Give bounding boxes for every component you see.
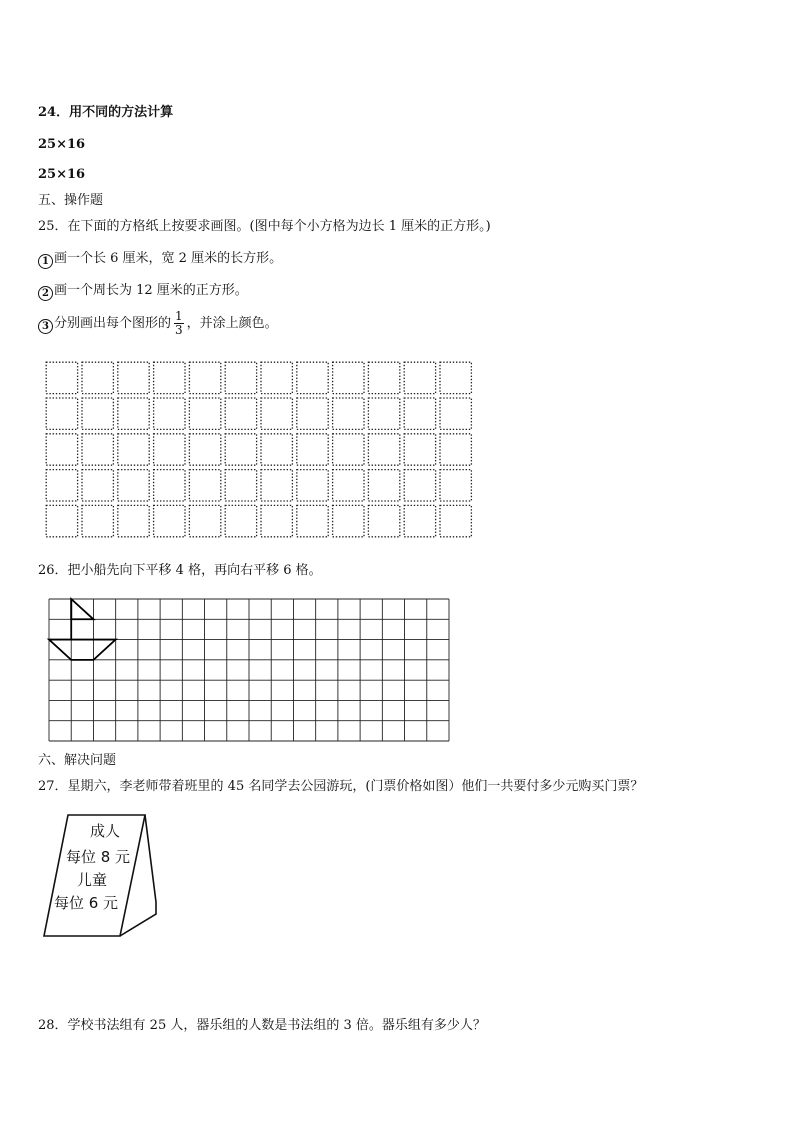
grid-square <box>225 434 256 465</box>
q24-title: 24．用不同的方法计算 <box>38 105 174 120</box>
grid-square <box>297 434 328 465</box>
q25-item-3-text-before: 分别画出每个图形的 <box>54 316 172 331</box>
grid-square <box>82 434 113 465</box>
q25-item-3 <box>38 310 278 338</box>
grid-square <box>46 434 77 465</box>
fraction-denominator: 3 <box>175 323 183 337</box>
grid-square <box>189 505 220 536</box>
grid-square <box>82 398 113 429</box>
grid-square <box>404 470 435 501</box>
grid-square <box>261 362 292 393</box>
grid-square <box>154 398 185 429</box>
grid-square <box>404 505 435 536</box>
boat-hull <box>49 640 116 660</box>
q24-expression-1: 25×16 <box>38 137 86 152</box>
grid-square <box>404 362 435 393</box>
grid-square <box>261 434 292 465</box>
q25-item-1 <box>38 250 282 269</box>
grid-square <box>440 362 471 393</box>
q25-dotted-grid[interactable] <box>44 360 474 540</box>
fraction-one-third <box>174 310 184 337</box>
q26-title: 26．把小船先向下平移 4 格，再向右平移 6 格。 <box>38 563 322 578</box>
fraction-numerator: 1 <box>175 309 183 323</box>
grid-square <box>404 398 435 429</box>
section-6-heading: 六、解决问题 <box>38 753 117 768</box>
q28-title: 28．学校书法组有 25 人，器乐组的人数是书法组的 3 倍。器乐组有多少人？ <box>38 1018 486 1033</box>
grid-square <box>297 505 328 536</box>
sign-adult-label: 成人 <box>89 822 121 840</box>
grid-square <box>225 505 256 536</box>
q27-title: 27．星期六，李老师带着班里的 45 名同学去公园游玩，(门票价格如图）他们一共要付多少元购买门票？ <box>38 779 644 794</box>
grid-square <box>404 434 435 465</box>
grid-square <box>189 398 220 429</box>
grid-square <box>154 362 185 393</box>
grid-square <box>261 470 292 501</box>
grid-square <box>225 398 256 429</box>
grid-square <box>368 434 399 465</box>
sign-adult-price: 每位 8 元 <box>65 848 131 866</box>
q25-item-1-text: 画一个长 6 厘米，宽 2 厘米的长方形。 <box>54 251 283 266</box>
grid-square <box>82 470 113 501</box>
grid-square <box>118 470 149 501</box>
grid-square <box>440 505 471 536</box>
grid-square <box>189 362 220 393</box>
grid-square <box>333 398 364 429</box>
grid-square <box>440 470 471 501</box>
grid-square <box>225 362 256 393</box>
grid-square <box>46 470 77 501</box>
grid-square <box>46 505 77 536</box>
grid-square <box>368 505 399 536</box>
q25-item-2 <box>38 282 248 301</box>
grid-square <box>82 362 113 393</box>
grid-square <box>440 398 471 429</box>
grid-square <box>333 362 364 393</box>
circled-number-1: 1 <box>38 254 53 269</box>
circled-number-3: 3 <box>38 319 53 334</box>
grid-square <box>154 470 185 501</box>
grid-square <box>118 398 149 429</box>
grid-square <box>118 434 149 465</box>
grid-square <box>82 505 113 536</box>
grid-square <box>261 398 292 429</box>
grid-square <box>46 362 77 393</box>
q24-expression-2: 25×16 <box>38 167 86 182</box>
q25-item-2-text: 画一个周长为 12 厘米的正方形。 <box>54 283 248 298</box>
circled-number-2: 2 <box>38 286 53 301</box>
q25-title: 25．在下面的方格纸上按要求画图。(图中每个小方格为边长 1 厘米的正方形。) <box>38 219 491 234</box>
grid-square <box>118 362 149 393</box>
grid-square <box>189 470 220 501</box>
grid-square <box>297 470 328 501</box>
grid-square <box>333 434 364 465</box>
grid-square <box>261 505 292 536</box>
grid-square <box>440 434 471 465</box>
sign-child-label: 儿童 <box>76 871 108 889</box>
grid-square <box>368 362 399 393</box>
grid-square <box>368 470 399 501</box>
grid-square <box>118 505 149 536</box>
section-5-heading: 五、操作题 <box>38 193 104 208</box>
grid-square <box>189 434 220 465</box>
grid-square <box>297 362 328 393</box>
grid-square <box>333 470 364 501</box>
grid-square <box>297 398 328 429</box>
ticket-price-sign <box>40 812 165 940</box>
grid-square <box>368 398 399 429</box>
grid-square <box>333 505 364 536</box>
grid-square <box>154 505 185 536</box>
grid-square <box>225 470 256 501</box>
sign-child-price: 每位 6 元 <box>53 894 119 912</box>
q26-boat-grid[interactable] <box>48 598 450 742</box>
q25-item-3-text-after: ，并涂上颜色。 <box>186 316 278 331</box>
grid-square <box>154 434 185 465</box>
grid-square <box>46 398 77 429</box>
boat-sail <box>71 599 93 619</box>
